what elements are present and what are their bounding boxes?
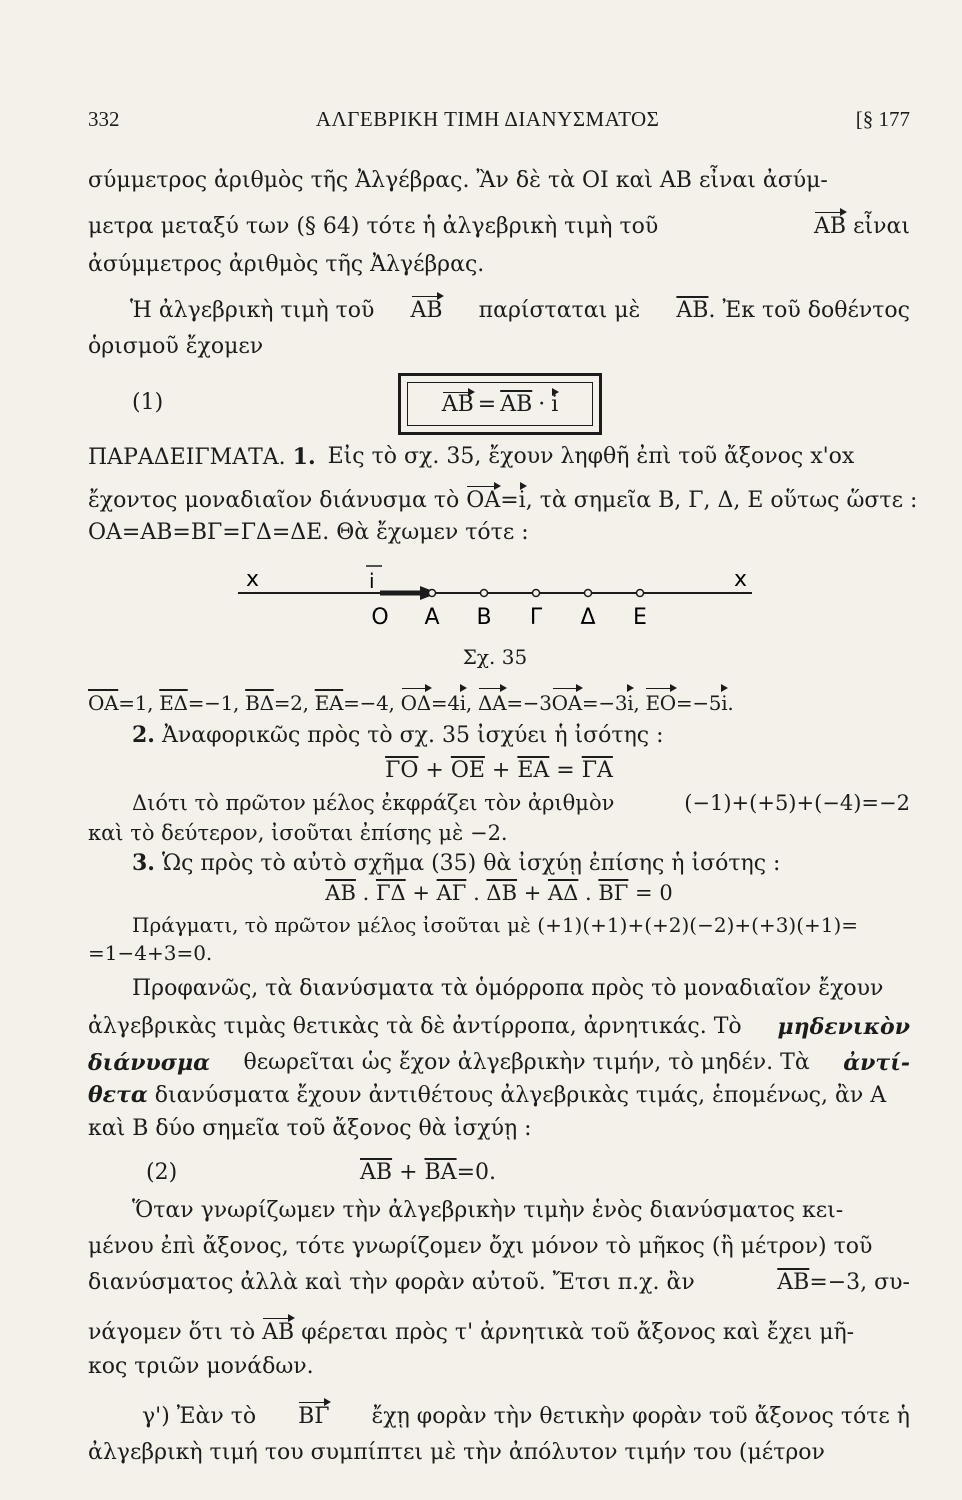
algebraic-value: $\overline{EA}$: [314, 691, 344, 715]
text-run: θεωρεῖται ὡς ἔχον ἀλγεβρικὴν τιμήν, τὸ μηδέν. Τὰ: [243, 1050, 810, 1075]
text-line: ΟΑ=ΑΒ=ΒΓ=ΓΔ=ΔΕ. Θὰ ἔχωμεν τότε :: [88, 520, 529, 545]
text-line: [88, 1012, 910, 1042]
vector: ΟΑ: [552, 688, 582, 718]
unit-vector-label: i: [369, 569, 375, 593]
text-line: =1−4+3=0.: [88, 941, 213, 965]
emphasis-term: διάνυσμα: [88, 1050, 211, 1076]
text-line: ὁρισμοῦ ἔχομεν: [88, 334, 264, 359]
text-line: [88, 296, 910, 326]
operator: +: [399, 1160, 418, 1185]
emphasis-term: ἀντί-: [843, 1050, 910, 1076]
text-line: [88, 788, 910, 818]
unit-vector-i: i: [721, 688, 727, 718]
operator: .: [466, 881, 487, 905]
operator: =: [549, 758, 582, 783]
text-line: [88, 1268, 910, 1298]
text-run: γ') Ἐὰν τὸ: [142, 1404, 257, 1429]
text-run: =−3: [506, 691, 552, 715]
unit-vector-i: i: [551, 391, 559, 417]
text-line: ἀσύμμετρος ἀριθμὸς τῆς Ἀλγέβρας.: [88, 252, 485, 277]
vector-bg: ΒΓ: [298, 1402, 329, 1432]
vector: ΕΟ: [645, 688, 675, 718]
algebraic-value-ab: $\overline{AB}$: [676, 298, 709, 323]
text-run: ἀλγεβρικὰς τιμὰς θετικὰς τὰ δὲ ἀντίρροπα, ἀρνητικάς. Τὸ: [88, 1014, 742, 1039]
figure-caption: Σχ. 35: [462, 645, 528, 669]
page-number: 332: [88, 107, 120, 131]
text-line: [88, 212, 910, 242]
text-run: = 0: [628, 881, 673, 905]
axis-left-label: x: [246, 567, 260, 592]
text-line: [88, 442, 910, 473]
algebraic-value: $\overline{A\Delta}$: [547, 881, 579, 905]
text-run: μετρα μεταξύ των (§ 64) τότε ἡ ἀλγεβρικὴ τιμὴ τοῦ: [88, 214, 659, 239]
text-run: διανύσματα ἔχουν ἀντιθέτους ἀλγεβρικὰς τιμάς, ἑπομένως, ἂν Α: [154, 1083, 887, 1108]
equation-label: (2): [146, 1160, 178, 1185]
operator: .: [578, 881, 599, 905]
example-number: 3.: [132, 850, 155, 876]
operator: +: [405, 881, 437, 905]
page-header: [88, 104, 910, 134]
unit-vector-i: i: [460, 688, 466, 718]
text-run: =0.: [456, 1160, 496, 1185]
algebraic-value: $\overline{E\Delta}$: [159, 691, 188, 715]
equals-sign: =: [500, 488, 519, 513]
operator: +: [484, 758, 518, 783]
text-line: [88, 1318, 910, 1348]
text-run: Ἀναφορικῶς πρὸς τὸ σχ. 35 ἰσχύει ἡ ἰσότης :: [161, 723, 664, 748]
algebraic-value: $\overline{B\Gamma}$: [598, 881, 629, 905]
operator: +: [418, 758, 451, 783]
text-line: σύμμετρος ἀριθμὸς τῆς Ἀλγέβρας. Ἂν δὲ τὰ ΟΙ καὶ ΑΒ εἶναι ἀσύμ-: [88, 168, 828, 193]
emphasis-term: μηδενικὸν: [777, 1014, 910, 1040]
text-run: Διότι τὸ πρῶτον μέλος ἐκφράζει τὸν ἀριθμὸν: [132, 791, 615, 815]
text-run: ,: [465, 691, 479, 715]
text-run: =4: [430, 691, 460, 715]
equation-label: (1): [132, 390, 164, 415]
examples-heading: ΠΑΡΑΔΕΙΓΜΑΤΑ.: [88, 445, 286, 470]
operator: +: [517, 881, 548, 905]
text-run: =−1,: [187, 691, 246, 715]
section-number: [§ 177: [855, 107, 910, 131]
algebraic-value: $\overline{OA}$: [88, 691, 119, 715]
axis-point-label: Δ: [580, 605, 596, 630]
text-line: [88, 486, 918, 516]
axis-right-label: x: [734, 567, 748, 592]
text-line: Ὅταν γνωρίζωμεν τὴν ἀλγεβρικὴν τιμὴν ἑνὸς διανύσματος κει-: [132, 1198, 844, 1223]
algebraic-value: $\overline{EA}$: [517, 758, 550, 783]
text-line: καὶ τὸ δεύτερον, ἰσοῦται ἐπίσης μὲ −2.: [88, 821, 508, 845]
text-run: . Ἐκ τοῦ δοθέντος: [708, 298, 910, 323]
algebraic-value: $\overline{\Gamma\Delta}$: [375, 881, 406, 905]
unit-vector-i: i: [627, 688, 633, 718]
text-run: φέρεται πρὸς τ' ἀρνητικὰ τοῦ ἄξονος καὶ ἔχει μῆ-: [301, 1320, 855, 1345]
algebraic-value: $\overline{OE}$: [450, 758, 485, 783]
vector: ΔΑ: [478, 688, 506, 718]
axis-point-marker: [429, 590, 436, 597]
axis-figure: [0, 560, 962, 640]
equation: [360, 1158, 660, 1188]
text-line: [132, 848, 910, 879]
axis-point-marker: [637, 590, 644, 597]
axis-points: [371, 590, 647, 631]
text-run: , τὰ σημεῖα Β, Γ, Δ, Ε οὕτως ὥστε :: [525, 488, 918, 513]
text-run: παρίσταται μὲ: [478, 298, 641, 323]
algebraic-value: $\overline{\Gamma O}$: [385, 758, 419, 783]
unit-vector-i: i: [519, 486, 526, 516]
text-line: ἀλγεβρικὴ τιμή του συμπίπτει μὲ τὴν ἀπόλυτον τιμήν του (μέτρον: [88, 1440, 825, 1465]
algebraic-value-ab: $\overline{AB}$: [777, 1270, 810, 1295]
text-run: Ἡ ἀλγεβρικὴ τιμὴ τοῦ: [130, 298, 375, 323]
vector-oa: ΟΑ: [466, 486, 500, 516]
example-number: 1.: [292, 444, 316, 470]
running-title: ΑΛΓΕΒΡΙΚΗ ΤΙΜΗ ΔΙΑΝΥΣΜΑΤΟΣ: [315, 107, 660, 131]
axis-point-label: B: [476, 605, 492, 630]
vector: ΟΔ: [401, 688, 431, 718]
operator: .: [355, 881, 376, 905]
axis-point-marker: [585, 590, 592, 597]
text-line: κος τριῶν μονάδων.: [88, 1354, 314, 1379]
text-line: Πράγματι, τὸ πρῶτον μέλος ἰσοῦται μὲ (+1)(+1)+(+2)(−2)+(+3)(+1)=: [132, 913, 859, 937]
text-run: ἔχοντος μοναδιαῖον διάνυσμα τὸ: [88, 488, 460, 513]
text-run: (−1)+(+5)+(−4)=−2: [684, 791, 910, 815]
algebraic-value-ab: $\overline{AB}$: [500, 391, 533, 417]
vector-ab: ΑΒ: [441, 391, 474, 417]
algebraic-value: $\overline{A\Gamma}$: [436, 881, 467, 905]
text-line: καὶ Β δύο σημεῖα τοῦ ἄξονος θὰ ἰσχύῃ :: [88, 1116, 532, 1141]
axis-point-label: Γ: [529, 605, 543, 630]
example-number: 2.: [132, 722, 155, 748]
axis-point-label: A: [424, 605, 440, 630]
text-run: Εἰς τὸ σχ. 35, ἔχουν ληφθῆ ἐπὶ τοῦ ἄξονος x'ox: [327, 444, 855, 469]
text-run: ,: [633, 691, 646, 715]
algebraic-value: $\overline{\Gamma A}$: [581, 758, 613, 783]
text-run: =−3: [581, 691, 628, 715]
text-line: [88, 1048, 910, 1078]
dot-operator: ·: [538, 391, 546, 417]
vector-ab: ΑΒ: [411, 296, 443, 326]
axis-point-label: O: [371, 605, 389, 630]
results-line: [88, 688, 910, 718]
text-run: νάγομεν ὅτι τὸ: [88, 1320, 256, 1345]
text-run: διανύσματος ἀλλὰ καὶ τὴν φορὰν αὐτοῦ. Ἔτσι π.χ. ἂν: [88, 1270, 695, 1295]
text-run: εἶναι: [853, 214, 910, 239]
axis-point-marker: [481, 590, 488, 597]
algebraic-value: $\overline{BA}$: [424, 1160, 457, 1185]
axis-point-marker: [533, 590, 540, 597]
algebraic-value: $\overline{AB}$: [325, 881, 356, 905]
vector-ab: ΑΒ: [814, 212, 846, 242]
text-run: Ὡς πρὸς τὸ αὐτὸ σχῆμα (35) θὰ ἰσχύῃ ἐπίσης ἡ ἰσότης :: [161, 851, 781, 876]
text-line: [88, 1080, 910, 1111]
axis-point-label: E: [633, 605, 647, 630]
text-line: μένου ἐπὶ ἄξονος, τότε γνωρίζομεν ὄχι μόνον τὸ μῆκος (ἢ μέτρον) τοῦ: [88, 1234, 873, 1259]
text-line: [88, 1402, 910, 1432]
emphasis-term: θετα: [88, 1082, 148, 1108]
boxed-equation: [398, 373, 602, 435]
text-run: =−4,: [343, 691, 401, 715]
algebraic-value: $\overline{\Delta B}$: [486, 881, 518, 905]
text-run: ἔχῃ φορὰν τὴν θετικὴν φορὰν τοῦ ἄξονος τότε ἡ: [371, 1404, 910, 1429]
equation: [88, 878, 910, 908]
text-line: [132, 720, 910, 751]
text-run: .: [727, 691, 734, 715]
equals-sign: =: [477, 391, 497, 417]
text-run: =2,: [273, 691, 315, 715]
text-run: =−3, συ-: [809, 1270, 910, 1295]
text-line: Προφανῶς, τὰ διανύσματα τὰ ὁμόρροπα πρὸς τὸ μοναδιαῖον ἔχουν: [132, 976, 884, 1001]
vector-ab: ΑΒ: [262, 1318, 294, 1348]
algebraic-value: $\overline{B\Delta}$: [245, 691, 274, 715]
algebraic-value: $\overline{AB}$: [360, 1160, 393, 1185]
text-run: =1,: [118, 691, 160, 715]
text-run: =−5: [675, 691, 722, 715]
equation: [88, 756, 910, 786]
